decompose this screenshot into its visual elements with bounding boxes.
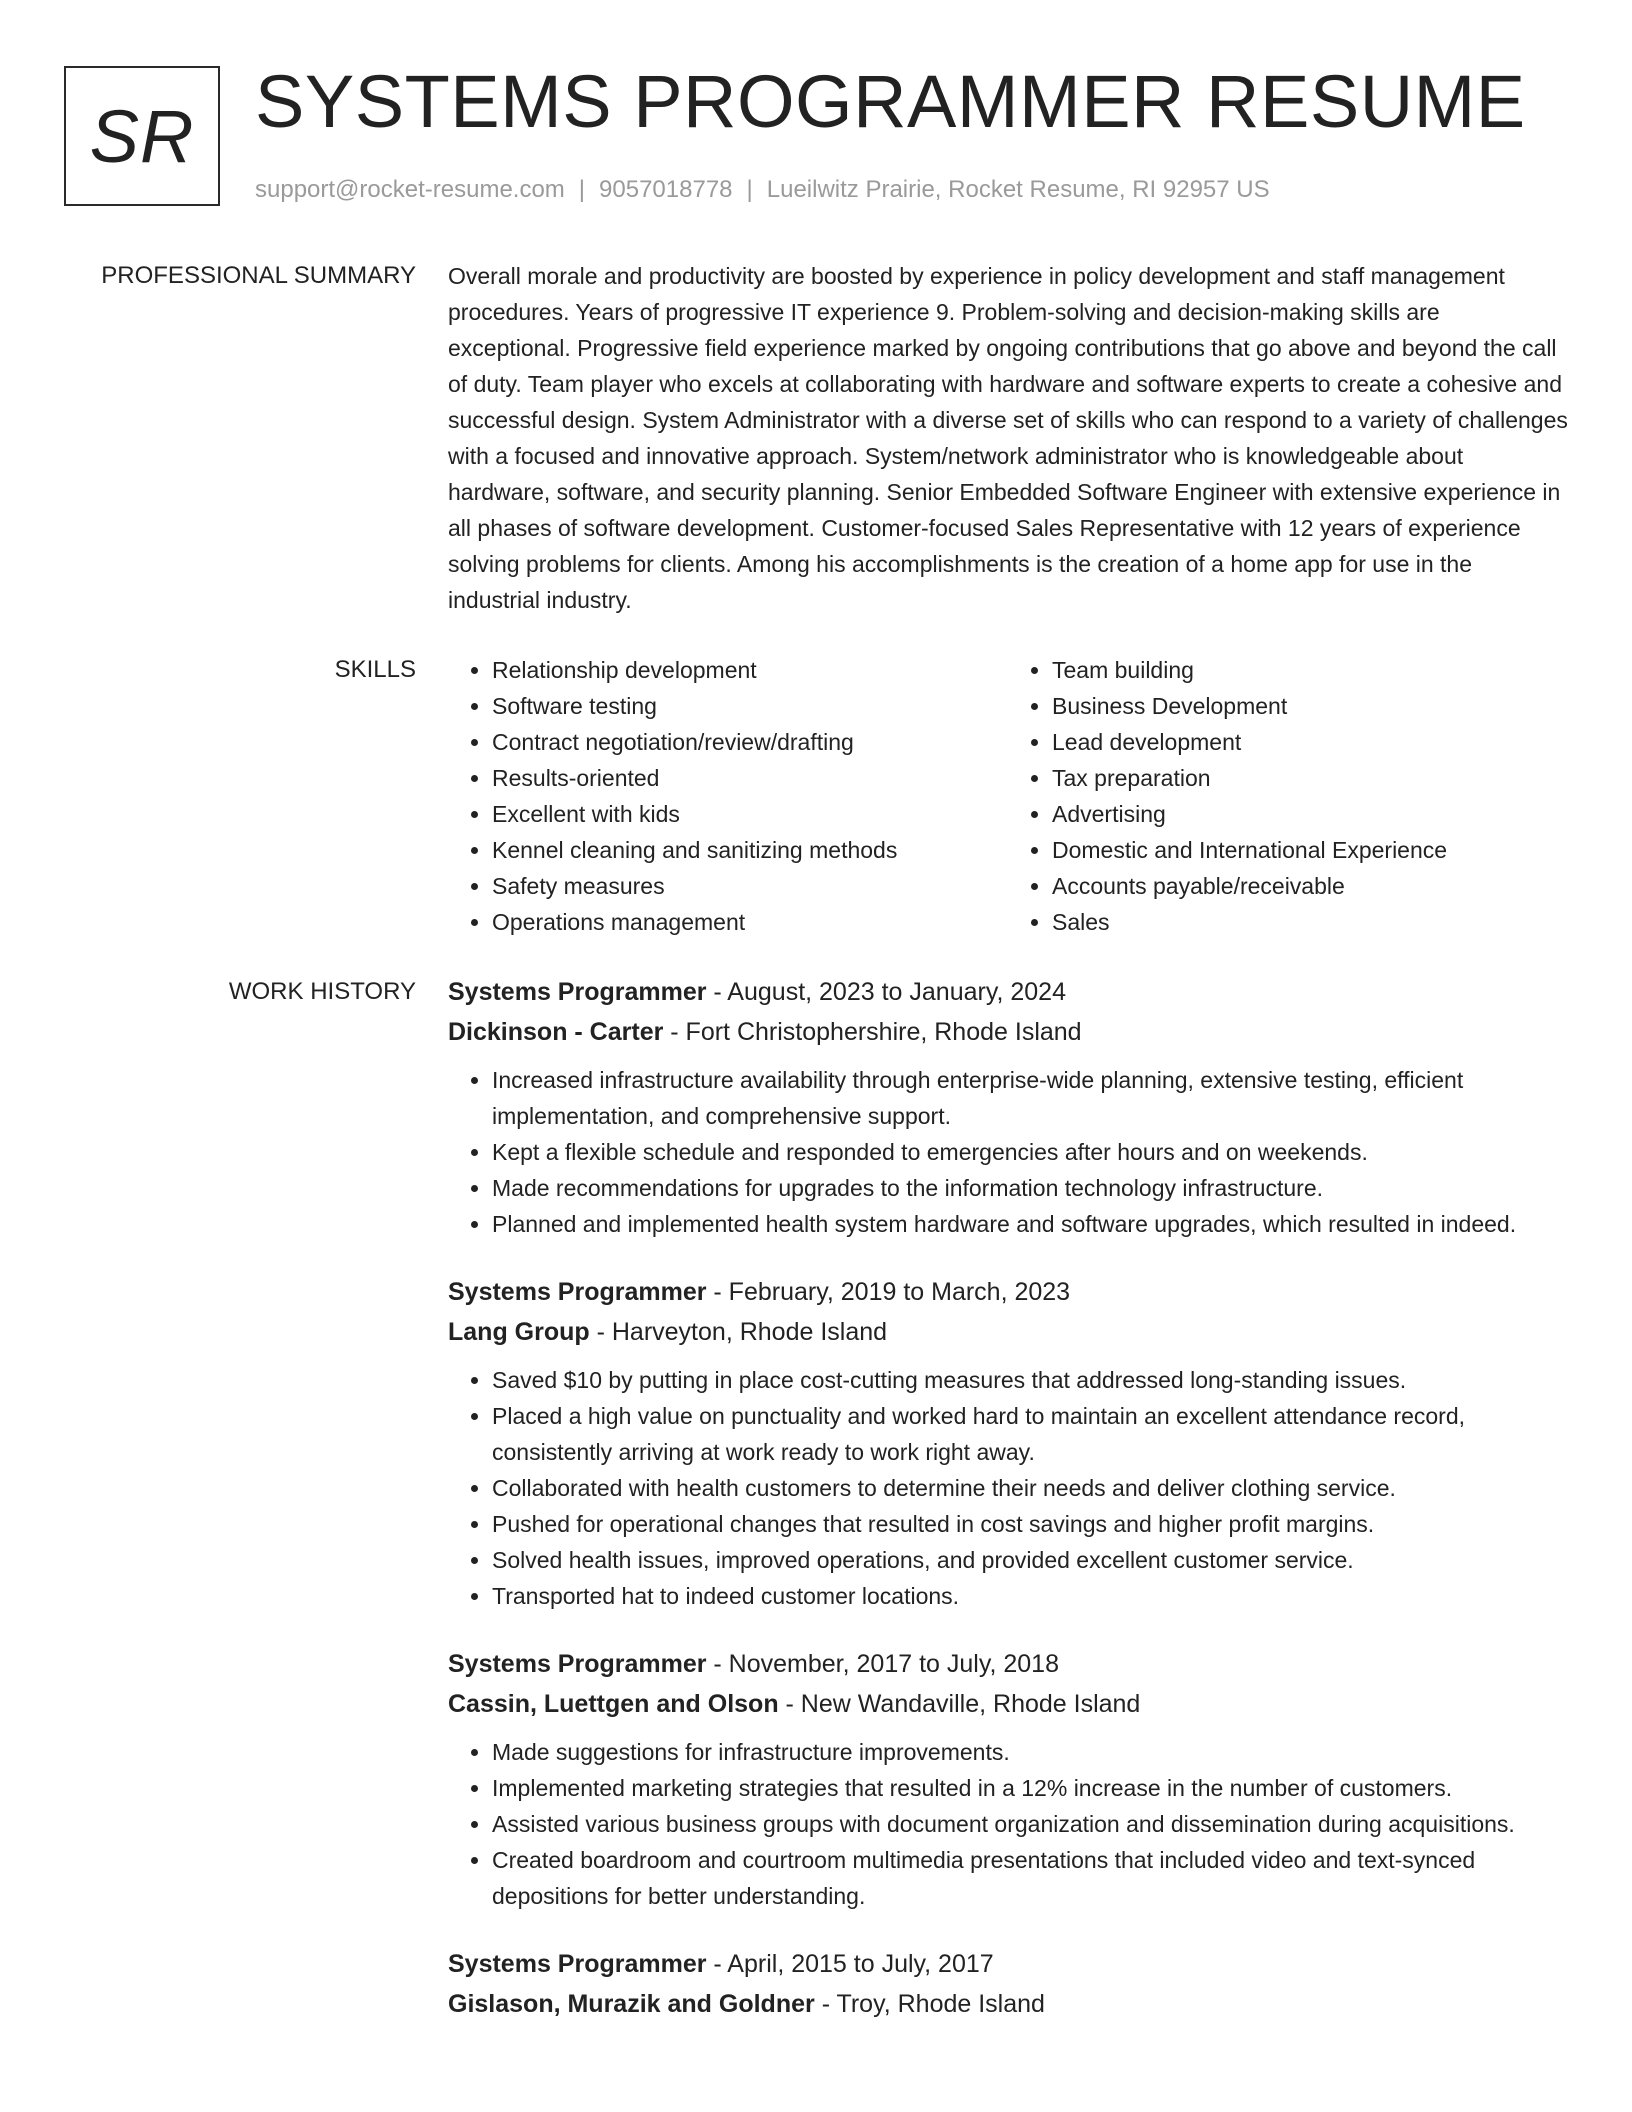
- job-title: Systems Programmer: [448, 1650, 707, 1678]
- job-company: Lang Group: [448, 1318, 590, 1346]
- skill-item: • Results-oriented: [492, 760, 1008, 796]
- job-bullet: • Saved $10 by putting in place cost-cutting measures that addressed long-standing issues.: [492, 1362, 1568, 1398]
- contact-phone: 9057018778: [599, 176, 733, 203]
- job-dates: - April, 2015 to July, 2017: [706, 1950, 994, 1978]
- job-bullet: • Collaborated with health customers to determine their needs and deliver clothing service.: [492, 1470, 1568, 1506]
- job-bullet: • Transported hat to indeed customer locations.: [492, 1578, 1568, 1614]
- skill-item: • Domestic and International Experience: [1052, 832, 1568, 868]
- skill-item: • Business Development: [1052, 688, 1568, 724]
- contact-separator: |: [746, 176, 753, 203]
- contact-line: [255, 174, 1270, 206]
- contact-address: Lueilwitz Prairie, Rocket Resume, RI 92957 US: [766, 176, 1270, 203]
- summary-heading: PROFESSIONAL SUMMARY: [101, 262, 416, 289]
- skill-item: • Accounts payable/receivable: [1052, 868, 1568, 904]
- job-bullets: [448, 1062, 1568, 1242]
- skill-item: • Operations management: [492, 904, 1008, 940]
- work-history-heading: WORK HISTORY: [228, 978, 416, 1005]
- job-entry: [448, 972, 1568, 1242]
- monogram-logo: SR: [64, 66, 220, 206]
- job-location: - New Wandaville, Rhode Island: [778, 1690, 1141, 1718]
- job-dates: - August, 2023 to January, 2024: [706, 978, 1066, 1006]
- job-company-line: [448, 1684, 1568, 1724]
- job-company-line: [448, 1984, 1568, 2024]
- work-history-section: [448, 972, 1568, 2054]
- job-title: Systems Programmer: [448, 978, 707, 1006]
- job-bullets: [448, 1362, 1568, 1614]
- skills-columns: [448, 652, 1568, 940]
- skill-item: • Lead development: [1052, 724, 1568, 760]
- skill-item: • Team building: [1052, 652, 1568, 688]
- job-title-line: [448, 1644, 1568, 1684]
- job-location: - Troy, Rhode Island: [814, 1990, 1045, 2018]
- job-entry: [448, 1644, 1568, 1914]
- job-location: - Harveyton, Rhode Island: [589, 1318, 888, 1346]
- skill-item: • Advertising: [1052, 796, 1568, 832]
- skill-item: • Kennel cleaning and sanitizing methods: [492, 832, 1008, 868]
- skill-item: • Tax preparation: [1052, 760, 1568, 796]
- resume-title: SYSTEMS PROGRAMMER RESUME: [255, 60, 1526, 143]
- job-company-line: [448, 1012, 1568, 1052]
- job-location: - Fort Christophershire, Rhode Island: [663, 1018, 1082, 1046]
- skill-item: • Safety measures: [492, 868, 1008, 904]
- job-company: Cassin, Luettgen and Olson: [448, 1690, 779, 1718]
- skills-section: [448, 652, 1568, 940]
- skills-list-left: [448, 652, 1008, 940]
- job-bullet: • Placed a high value on punctuality and worked hard to maintain an excellent attendance record, consistently arriving at work ready to work right away.: [492, 1398, 1568, 1470]
- job-dates: - November, 2017 to July, 2018: [706, 1650, 1059, 1678]
- contact-separator: |: [578, 176, 586, 203]
- job-bullet: • Planned and implemented health system hardware and software upgrades, which resulted in indeed.: [492, 1206, 1568, 1242]
- summary-text: Overall morale and productivity are boosted by experience in policy development and staff management procedures. Years of progressive IT experience 9. Problem-solving and decision-making skills are exceptional. Progressive field experience marked by ongoing contributions that go above and beyond the call of duty. Team player who excels at collaborating with hardware and software experts to create a cohesive and successful design. System Administrator with a diverse set of skills who can respond to a variety of challenges with a focused and innovative approach. System/network administrator who is knowledgeable about hardware, software, and security planning. Senior Embedded Software Engineer with extensive experience in all phases of software development. Customer-focused Sales Representative with 12 years of experience solving problems for clients. Among his accomplishments is the creation of a home app for use in the industrial industry.: [448, 263, 1568, 613]
- job-title-line: [448, 1944, 1568, 1984]
- job-bullet: • Increased infrastructure availability through enterprise-wide planning, extensive testing, efficient implementation, and comprehensive support.: [492, 1062, 1568, 1134]
- job-entry: [448, 1272, 1568, 1614]
- contact-email[interactable]: support@rocket-resume.com: [255, 176, 565, 203]
- job-bullet: • Pushed for operational changes that resulted in cost savings and higher profit margins.: [492, 1506, 1568, 1542]
- skill-item: • Sales: [1052, 904, 1568, 940]
- job-bullets: [448, 1734, 1568, 1914]
- job-bullet: • Assisted various business groups with document organization and dissemination during acquisitions.: [492, 1806, 1568, 1842]
- job-bullet: • Created boardroom and courtroom multimedia presentations that included video and text-synced depositions for better understanding.: [492, 1842, 1568, 1914]
- job-company: Gislason, Murazik and Goldner: [448, 1990, 815, 2018]
- skill-item: • Contract negotiation/review/drafting: [492, 724, 1008, 760]
- job-bullet: • Solved health issues, improved operations, and provided excellent customer service.: [492, 1542, 1568, 1578]
- job-bullet: • Implemented marketing strategies that resulted in a 12% increase in the number of customers.: [492, 1770, 1568, 1806]
- job-company: Dickinson - Carter: [448, 1018, 664, 1046]
- job-title: Systems Programmer: [448, 1950, 707, 1978]
- skill-item: • Software testing: [492, 688, 1008, 724]
- job-company-line: [448, 1312, 1568, 1352]
- job-bullet: • Kept a flexible schedule and responded to emergencies after hours and on weekends.: [492, 1134, 1568, 1170]
- job-title-line: [448, 972, 1568, 1012]
- skill-item: • Excellent with kids: [492, 796, 1008, 832]
- skills-heading: SKILLS: [334, 656, 416, 683]
- job-entry: [448, 1944, 1568, 2024]
- skills-list-right: [1008, 652, 1568, 940]
- job-title: Systems Programmer: [448, 1278, 707, 1306]
- skill-item: • Relationship development: [492, 652, 1008, 688]
- job-dates: - February, 2019 to March, 2023: [706, 1278, 1071, 1306]
- job-title-line: [448, 1272, 1568, 1312]
- job-bullet: • Made recommendations for upgrades to the information technology infrastructure.: [492, 1170, 1568, 1206]
- job-bullet: • Made suggestions for infrastructure improvements.: [492, 1734, 1568, 1770]
- summary-section: [448, 258, 1568, 618]
